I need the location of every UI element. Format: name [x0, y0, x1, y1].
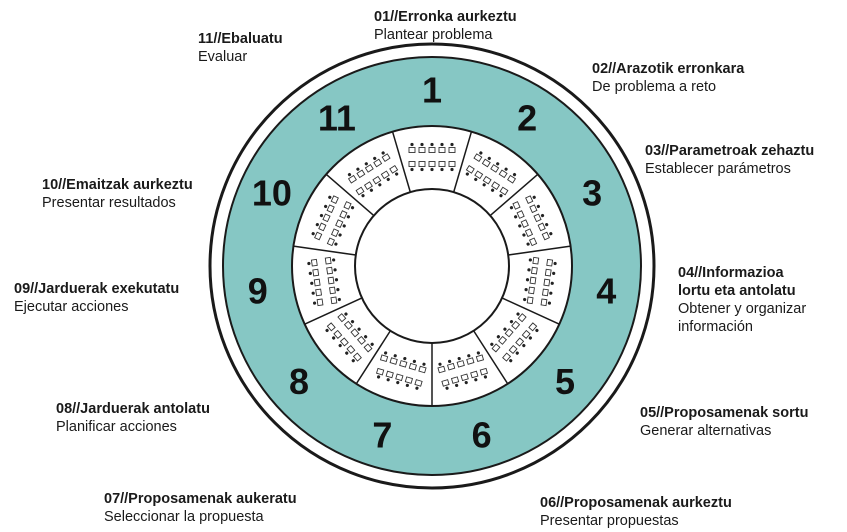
ring-number-6: 6: [471, 414, 492, 456]
ring-number-8: 8: [288, 360, 310, 402]
ring-number-4: 4: [596, 270, 617, 312]
step-subtitle: Establecer parámetros: [645, 161, 791, 177]
step-title: 10//Emaitzak aurkeztu: [42, 177, 193, 193]
step-title: 02//Arazotik erronkara: [592, 61, 745, 77]
step-label-09: [14, 280, 179, 316]
step-subtitle: Plantear problema: [374, 27, 493, 43]
step-subtitle: Generar alternativas: [640, 423, 772, 439]
step-subtitle: Presentar propuestas: [540, 513, 679, 529]
ring-number-7: 7: [372, 414, 393, 456]
step-subtitle: Ejecutar acciones: [14, 299, 129, 315]
step-title: 08//Jarduerak antolatu: [56, 401, 210, 417]
ring-number-10: 10: [251, 172, 292, 214]
step-title: 11//Ebaluatu: [198, 31, 283, 47]
center-circle: [355, 189, 509, 343]
ring-number-11: 11: [317, 97, 356, 139]
step-label-08: [56, 400, 210, 436]
step-label-11: [198, 30, 283, 66]
step-subtitle: De problema a reto: [592, 79, 717, 95]
step-subtitle: Evaluar: [198, 49, 248, 65]
step-title: 06//Proposamenak aurkeztu: [540, 495, 732, 511]
step-title: 09//Jarduerak exekutatu: [14, 281, 180, 297]
ring-number-5: 5: [554, 360, 576, 402]
step-title: 03//Parametroak zehaztu: [645, 143, 815, 159]
step-label-04: [678, 264, 806, 336]
step-title: 07//Proposamenak aukeratu: [104, 491, 297, 507]
step-title: 05//Proposamenak sortu: [640, 405, 809, 421]
step-label-07: [104, 490, 297, 526]
step-label-01: [374, 8, 517, 44]
step-subtitle: Seleccionar la propuesta: [104, 509, 264, 525]
step-title-line2: lortu eta antolatu: [678, 283, 796, 299]
step-label-06: [540, 494, 732, 530]
step-subtitle: Obtener y organizar: [678, 301, 807, 317]
step-label-10: [42, 176, 193, 212]
ring-number-3: 3: [582, 172, 603, 214]
step-title: 04//Informazioa: [678, 265, 784, 281]
step-subtitle: Planificar acciones: [56, 419, 177, 435]
ring-number-9: 9: [247, 270, 268, 312]
step-label-02: [592, 60, 744, 96]
ring-number-2: 2: [517, 97, 538, 139]
ring-number-1: 1: [421, 69, 443, 111]
step-label-03: [645, 142, 814, 178]
step-label-05: [640, 404, 808, 440]
step-subtitle: Presentar resultados: [42, 195, 176, 211]
step-subtitle-line2: información: [678, 319, 753, 335]
step-title: 01//Erronka aurkeztu: [374, 9, 517, 25]
